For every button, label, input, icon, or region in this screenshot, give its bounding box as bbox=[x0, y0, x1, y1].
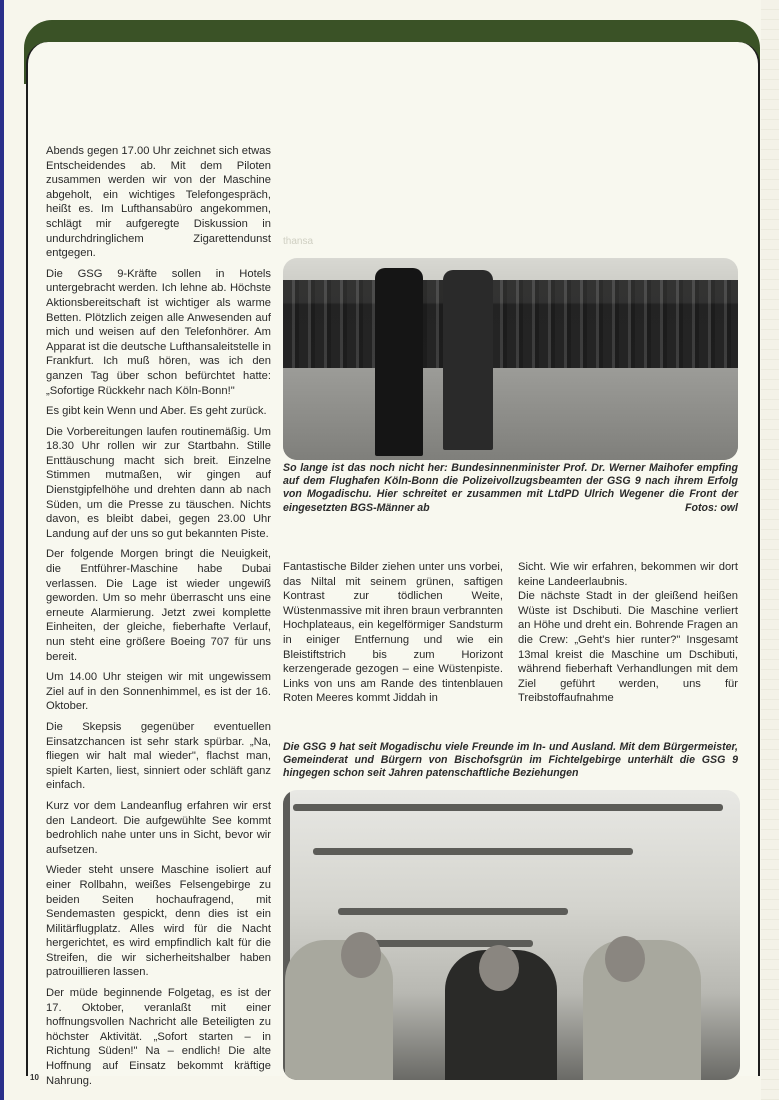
scan-left-edge bbox=[0, 0, 4, 1100]
article-middle-column bbox=[283, 560, 503, 706]
photo-credit: Fotos: owl bbox=[685, 501, 738, 514]
paragraph: Der folgende Morgen bringt die Neuigkeit, die Entführer-Maschine habe Dubai verlassen. Die Lage ist wieder ungewiß geworden. Um so mehr überrascht uns eine erneute Alarmierung. Jetzt zwei komplette Einheiten, der gleiche, fieberhafte Verlauf, nun steht eine größere Boeing 707 für uns bereit. bbox=[46, 548, 271, 663]
paragraph: Sicht. Wie wir erfahren, bekommen wir dort keine Landeerlaubnis. bbox=[518, 561, 738, 588]
paragraph: Abends gegen 17.00 Uhr zeichnet sich etwas Entscheidendes ab. Mit dem Piloten zusammen werden wir von der Maschine abgeholt, ein wichtiges Telefongespräch, heißt es. Im Lufthansabüro angekommen, schlägt mir aufgeregte Diskussion in undurchdringlichem Zigarettendunst entgegen. bbox=[46, 145, 271, 260]
photo-head bbox=[479, 945, 519, 991]
article-right-column bbox=[518, 560, 738, 706]
photo-ceiling-rail bbox=[293, 804, 723, 811]
photo-caption-2: Die GSG 9 hat seit Mogadischu viele Freunde im In- und Ausland. Mit dem Bürgermeister, Gemeinderat und Bürgern von Bischofsgrün im Fichtelgebirge unterhält die GSG 9 hingegen schon seit Jahren patenschaftliche Beziehungen bbox=[283, 741, 738, 780]
photo-figure-commander bbox=[443, 270, 493, 450]
photo-airport-inspection bbox=[283, 258, 738, 460]
article-left-column bbox=[46, 144, 271, 1094]
paragraph: Der müde beginnende Folgetag, es ist der 17. Oktober, veranlaßt mit einer hoffnungsvollen Nachricht alle Beteiligten zu höchster Aktivität. „Sofort starten – in Richtung Süden!" Na – endlich! Die alte Hoffnung auf Einsatz bekommt kräftige Nahrung. bbox=[46, 987, 271, 1087]
paragraph: Die GSG 9-Kräfte sollen in Hotels untergebracht werden. Ich lehne ab. Höchste Aktionsbereitschaft ist wichtiger als warme Betten. Plötzlich zeigen alle Anwesenden auf mich und weisen auf den Telefonhörer. Am Apparat ist die deutsche Lufthansaleitstelle in Frankfurt. Ich muß hören, was ich den ganzen Tag über schon befürchtet hatte: „Sofortige Rückkehr nach Köln-Bonn!" bbox=[46, 267, 271, 397]
photo-ceiling-rail bbox=[338, 908, 568, 915]
caption-text: So lange ist das noch nicht her: Bundesinnenminister Prof. Dr. Werner Maihofer empfing auf dem Flughafen Köln-Bonn die Polizeivollzugsbeamten der GSG 9 nach ihrem Erfolg von Mogadischu. Hier schreitet er zusammen mit LtdPD Ulrich Wegener die Front der eingesetzten BGS-Männer ab bbox=[283, 462, 738, 514]
paragraph: Um 14.00 Uhr steigen wir mit ungewissem Ziel auf in den Sonnenhimmel, es ist der 16. Oktober. bbox=[46, 671, 271, 713]
scan-right-margin bbox=[761, 0, 779, 1100]
paragraph: Die Vorbereitungen laufen routinemäßig. Um 18.30 Uhr rollen wir zur Startbahn. Stille Enttäuschung macht sich breit. Einzelne Stimmen mutmaßen, wir gingen auf Dienstgipfelhöhe und drehten dann ab nach Süden, um die Presse zu täuschen. Nichts davon, es bleibt dabei, gegen 23.00 Uhr Landung auf der uns so gut bekannten Piste. bbox=[46, 425, 271, 540]
photo-three-men-indoor bbox=[283, 790, 740, 1080]
paragraph: Es gibt kein Wenn und Aber. Es geht zurück. bbox=[46, 405, 267, 418]
photo-head bbox=[605, 936, 645, 982]
photo-head bbox=[341, 932, 381, 978]
photo-ceiling-rail bbox=[363, 940, 533, 947]
photo-sign-text: thansa bbox=[283, 236, 314, 247]
paragraph: Wieder steht unsere Maschine isoliert auf einer Rollbahn, weißes Felsengebirge zu beiden Seiten hochaufragend, mit Sendemasten gespickt, denn dies ist ein Militärflugplatz. Alles wird für die Nacht hergerichtet, es wird empfindlich kalt für die Streifen, die wir sicherheitshalber haben patrouillieren lassen. bbox=[46, 864, 271, 979]
photo-tarmac bbox=[283, 368, 738, 460]
photo-ceiling-rail bbox=[313, 848, 633, 855]
page-number: 10 bbox=[30, 1073, 39, 1082]
paragraph: Die Skepsis gegenüber eventuellen Einsatzchancen ist sehr stark spürbar. „Na, fliegen wir halt mal wieder", flachst man, spielt Karten, liest, sinniert oder schläft ganz einfach. bbox=[46, 720, 271, 792]
paragraph: Kurz vor dem Landeanflug erfahren wir erst den Landeort. Die aufgewühlte See kommt bedrohlich nahe unter uns in Sicht, bevor wir aufsetzen. bbox=[46, 799, 271, 856]
paragraph: Die nächste Stadt in der gleißend heißen Wüste ist Dschibuti. Die Maschine verliert an Höhe und dreht ein. Bohrende Fragen an die Crew: „Geht's hier runter?" Insgesamt 13mal kreist die Maschine um Dschibuti, während fieberhaft Verhandlungen mit dem Ziel geführt werden, uns für Treibstoffaufnahme bbox=[518, 590, 738, 705]
paragraph: Fantastische Bilder ziehen unter uns vorbei, das Niltal mit seinem grünen, saftigen Kontrast zur tödlichen Weite, Wüstenmassive mit ihren braun verbrannten Hochplateaus, ein kegelförmiger Sandsturm in einiger Entfernung und wie ein Bleistiftstrich bis zum Horizont kerzengerade gezogen – eine Wüstenpiste. Links von uns am Rande des tintenblauen Roten Meeres kommt Jiddah in bbox=[283, 561, 503, 705]
photo-caption-1 bbox=[283, 462, 738, 515]
photo-figure-minister bbox=[375, 268, 423, 456]
